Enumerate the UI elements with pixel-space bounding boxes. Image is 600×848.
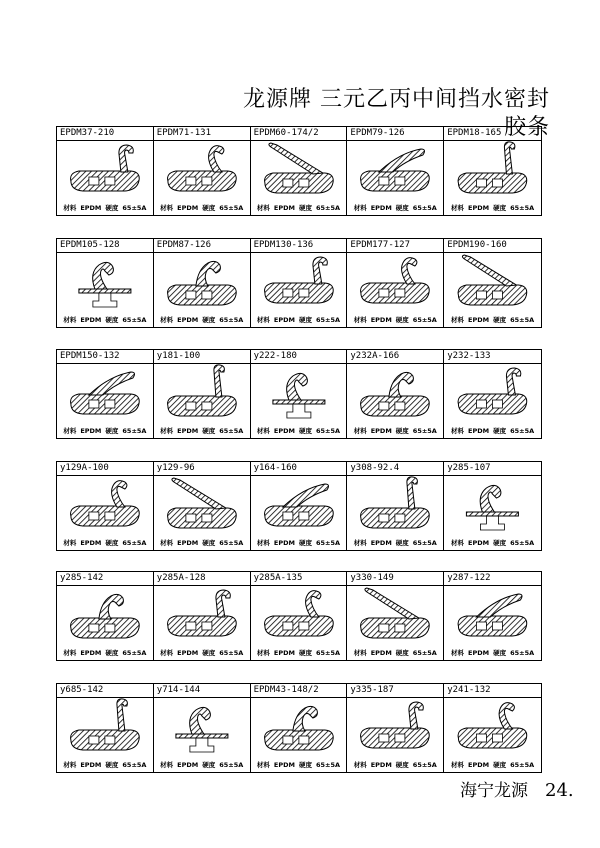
profile-code: EPDM87-126 [154, 239, 250, 253]
profile-code: y241-132 [444, 684, 541, 698]
profile-spec [251, 538, 347, 547]
spec-material-value: EPDM [468, 204, 490, 212]
seal-profile-drawing [57, 586, 153, 642]
profile-code: y164-160 [251, 462, 347, 476]
spec-material-value: EPDM [80, 204, 102, 212]
profile-cell [154, 127, 251, 215]
spec-hardness-label: 硬度 [105, 427, 119, 435]
profile-spec [444, 426, 541, 435]
profile-row-2 [56, 238, 542, 328]
spec-hardness-value: 65±5A [219, 316, 244, 324]
spec-material-label: 材料 [160, 204, 174, 212]
spec-material-label: 材料 [451, 204, 465, 212]
profile-row-1 [56, 126, 542, 216]
spec-hardness-label: 硬度 [493, 761, 507, 769]
profile-code: y222-180 [251, 350, 347, 364]
seal-profile-drawing [444, 141, 541, 197]
profile-cell [347, 239, 444, 327]
spec-material-value: EPDM [177, 427, 199, 435]
spec-hardness-label: 硬度 [105, 204, 119, 212]
spec-material-value: EPDM [80, 649, 102, 657]
seal-profile-drawing [57, 698, 153, 754]
seal-profile-drawing [444, 476, 541, 532]
spec-material-value: EPDM [468, 539, 490, 547]
profile-cell [347, 462, 444, 550]
spec-hardness-value: 65±5A [316, 427, 341, 435]
spec-hardness-label: 硬度 [202, 427, 216, 435]
profile-code: EPDM18-165 [444, 127, 541, 141]
seal-profile-drawing [347, 586, 443, 642]
spec-hardness-label: 硬度 [395, 649, 409, 657]
profile-code: EPDM79-126 [347, 127, 443, 141]
spec-material-value: EPDM [177, 316, 199, 324]
profile-cell [347, 127, 444, 215]
spec-material-value: EPDM [468, 649, 490, 657]
spec-hardness-value: 65±5A [122, 761, 147, 769]
spec-material-value: EPDM [370, 316, 392, 324]
profile-cell [154, 572, 251, 660]
profile-code: EPDM37-210 [57, 127, 153, 141]
spec-material-value: EPDM [273, 649, 295, 657]
spec-hardness-label: 硬度 [202, 649, 216, 657]
profile-spec [57, 203, 153, 212]
profile-cell [251, 350, 348, 438]
spec-hardness-value: 65±5A [316, 204, 341, 212]
spec-hardness-label: 硬度 [493, 316, 507, 324]
spec-material-label: 材料 [451, 539, 465, 547]
profile-spec [154, 760, 250, 769]
profile-spec [347, 648, 443, 657]
spec-material-value: EPDM [370, 649, 392, 657]
spec-hardness-value: 65±5A [412, 427, 437, 435]
profile-row-6 [56, 683, 542, 773]
spec-material-value: EPDM [273, 427, 295, 435]
footer-brand: 海宁龙源 [460, 781, 528, 801]
spec-hardness-label: 硬度 [395, 204, 409, 212]
profile-spec [154, 538, 250, 547]
profile-code: EPDM150-132 [57, 350, 153, 364]
profile-code: y232-133 [444, 350, 541, 364]
spec-hardness-label: 硬度 [299, 316, 312, 324]
profile-spec [57, 426, 153, 435]
profile-cell [57, 350, 154, 438]
spec-material-label: 材料 [63, 761, 77, 769]
spec-material-value: EPDM [370, 761, 392, 769]
profile-spec [251, 760, 347, 769]
spec-material-value: EPDM [177, 539, 199, 547]
spec-material-label: 材料 [353, 539, 367, 547]
profile-spec [347, 760, 443, 769]
profile-cell [154, 462, 251, 550]
spec-material-value: EPDM [468, 427, 490, 435]
spec-material-value: EPDM [370, 427, 392, 435]
spec-hardness-value: 65±5A [219, 761, 244, 769]
spec-hardness-label: 硬度 [395, 427, 409, 435]
profile-cell [57, 239, 154, 327]
profile-cell [57, 462, 154, 550]
seal-profile-drawing [154, 476, 250, 532]
seal-profile-drawing [154, 698, 250, 754]
spec-material-label: 材料 [160, 649, 174, 657]
spec-hardness-label: 硬度 [202, 761, 216, 769]
spec-material-label: 材料 [256, 649, 270, 657]
spec-hardness-value: 65±5A [122, 539, 147, 547]
spec-material-label: 材料 [63, 427, 77, 435]
spec-hardness-value: 65±5A [219, 204, 244, 212]
spec-material-label: 材料 [63, 649, 77, 657]
profile-row-5 [56, 571, 542, 661]
spec-hardness-value: 65±5A [510, 316, 535, 324]
profile-spec [444, 538, 541, 547]
profile-cell [444, 462, 541, 550]
spec-hardness-label: 硬度 [395, 761, 409, 769]
profile-spec [444, 648, 541, 657]
spec-material-value: EPDM [370, 204, 392, 212]
spec-material-label: 材料 [63, 316, 77, 324]
profile-spec [154, 315, 250, 324]
profile-code: EPDM130-136 [251, 239, 347, 253]
profile-cell [347, 572, 444, 660]
profile-cell [347, 684, 444, 772]
profile-cell [251, 462, 348, 550]
profile-cell [57, 572, 154, 660]
profile-cell [57, 684, 154, 772]
profile-spec [347, 426, 443, 435]
spec-material-label: 材料 [256, 427, 270, 435]
profile-cell [251, 684, 348, 772]
spec-hardness-value: 65±5A [412, 539, 437, 547]
spec-hardness-value: 65±5A [316, 761, 341, 769]
profile-code: y685-142 [57, 684, 153, 698]
profile-spec [251, 648, 347, 657]
profile-spec [347, 203, 443, 212]
seal-profile-drawing [347, 698, 443, 754]
seal-profile-drawing [347, 476, 443, 532]
profile-cell [347, 350, 444, 438]
seal-profile-drawing [444, 253, 541, 309]
spec-material-label: 材料 [160, 316, 174, 324]
spec-hardness-value: 65±5A [219, 649, 244, 657]
seal-profile-drawing [154, 253, 250, 309]
profile-code: y129A-100 [57, 462, 153, 476]
spec-material-label: 材料 [256, 204, 270, 212]
profile-code: EPDM190-160 [444, 239, 541, 253]
spec-hardness-label: 硬度 [202, 316, 216, 324]
seal-profile-drawing [251, 586, 347, 642]
spec-material-label: 材料 [353, 316, 367, 324]
spec-material-value: EPDM [177, 649, 199, 657]
profile-cell [444, 350, 541, 438]
spec-hardness-label: 硬度 [202, 539, 216, 547]
page-title: 龙源牌 三元乙丙中间挡水密封胶条 [243, 87, 550, 140]
spec-material-label: 材料 [160, 427, 174, 435]
spec-hardness-value: 65±5A [122, 204, 147, 212]
spec-material-value: EPDM [273, 316, 295, 324]
spec-material-value: EPDM [273, 761, 295, 769]
profile-spec [251, 203, 347, 212]
spec-hardness-value: 65±5A [510, 427, 535, 435]
profile-code: EPDM71-131 [154, 127, 250, 141]
profile-code: y714-144 [154, 684, 250, 698]
profile-cell [251, 572, 348, 660]
profile-cell [154, 350, 251, 438]
spec-material-label: 材料 [353, 427, 367, 435]
spec-material-value: EPDM [370, 539, 392, 547]
seal-profile-drawing [251, 141, 347, 197]
spec-material-label: 材料 [353, 204, 367, 212]
spec-material-value: EPDM [80, 539, 102, 547]
spec-hardness-value: 65±5A [510, 204, 535, 212]
spec-material-label: 材料 [451, 761, 465, 769]
profile-code: y285-142 [57, 572, 153, 586]
profile-spec [57, 648, 153, 657]
spec-material-label: 材料 [63, 204, 77, 212]
spec-material-label: 材料 [353, 649, 367, 657]
spec-material-label: 材料 [353, 761, 367, 769]
spec-hardness-value: 65±5A [219, 539, 244, 547]
spec-hardness-value: 65±5A [316, 316, 341, 324]
spec-material-label: 材料 [451, 427, 465, 435]
profile-cell [444, 127, 541, 215]
spec-material-value: EPDM [273, 539, 295, 547]
spec-material-value: EPDM [177, 204, 199, 212]
profile-spec [154, 426, 250, 435]
spec-hardness-value: 65±5A [412, 204, 437, 212]
profile-code: y285A-128 [154, 572, 250, 586]
profile-spec [57, 315, 153, 324]
spec-hardness-value: 65±5A [219, 427, 244, 435]
spec-hardness-value: 65±5A [412, 316, 437, 324]
profile-code: EPDM60-174/2 [251, 127, 347, 141]
profile-spec [251, 426, 347, 435]
profile-spec [154, 203, 250, 212]
seal-profile-drawing [57, 253, 153, 309]
spec-hardness-label: 硬度 [299, 761, 312, 769]
spec-hardness-value: 65±5A [412, 649, 437, 657]
spec-material-label: 材料 [63, 539, 77, 547]
page-number: 24. [545, 780, 574, 801]
profile-spec [57, 538, 153, 547]
seal-profile-drawing [444, 364, 541, 420]
spec-material-label: 材料 [160, 761, 174, 769]
profile-code: y232A-166 [347, 350, 443, 364]
seal-profile-drawing [251, 476, 347, 532]
profile-code: y335-187 [347, 684, 443, 698]
spec-hardness-value: 65±5A [122, 649, 147, 657]
seal-profile-drawing [444, 698, 541, 754]
spec-material-label: 材料 [256, 539, 270, 547]
spec-hardness-label: 硬度 [395, 316, 409, 324]
spec-hardness-label: 硬度 [299, 204, 312, 212]
spec-material-label: 材料 [451, 649, 465, 657]
spec-hardness-value: 65±5A [510, 539, 535, 547]
profile-code: EPDM177-127 [347, 239, 443, 253]
spec-material-label: 材料 [256, 761, 270, 769]
profile-spec [347, 538, 443, 547]
profile-cell [444, 572, 541, 660]
spec-material-value: EPDM [80, 761, 102, 769]
spec-hardness-label: 硬度 [493, 539, 507, 547]
profile-code: y129-96 [154, 462, 250, 476]
profile-cell [154, 684, 251, 772]
profile-code: y285A-135 [251, 572, 347, 586]
spec-hardness-label: 硬度 [202, 204, 216, 212]
spec-hardness-label: 硬度 [493, 427, 507, 435]
spec-hardness-label: 硬度 [105, 316, 119, 324]
seal-profile-drawing [57, 364, 153, 420]
seal-profile-drawing [154, 586, 250, 642]
spec-material-value: EPDM [80, 316, 102, 324]
spec-material-value: EPDM [80, 427, 102, 435]
seal-profile-drawing [347, 141, 443, 197]
profile-code: y308-92.4 [347, 462, 443, 476]
spec-hardness-value: 65±5A [122, 316, 147, 324]
profile-code: EPDM43-148/2 [251, 684, 347, 698]
spec-hardness-label: 硬度 [493, 649, 507, 657]
profile-code: y285-107 [444, 462, 541, 476]
profile-cell [444, 239, 541, 327]
spec-material-value: EPDM [273, 204, 295, 212]
profile-spec [154, 648, 250, 657]
profile-spec [444, 315, 541, 324]
spec-hardness-value: 65±5A [316, 539, 341, 547]
seal-profile-drawing [154, 364, 250, 420]
spec-hardness-label: 硬度 [105, 539, 119, 547]
spec-material-label: 材料 [256, 316, 270, 324]
spec-material-label: 材料 [451, 316, 465, 324]
seal-profile-drawing [347, 364, 443, 420]
spec-material-value: EPDM [177, 761, 199, 769]
spec-hardness-label: 硬度 [105, 761, 119, 769]
profile-cell [57, 127, 154, 215]
spec-material-value: EPDM [468, 761, 490, 769]
spec-hardness-value: 65±5A [510, 761, 535, 769]
seal-profile-drawing [444, 586, 541, 642]
spec-material-label: 材料 [160, 539, 174, 547]
profile-spec [347, 315, 443, 324]
spec-hardness-label: 硬度 [105, 649, 119, 657]
seal-profile-drawing [154, 141, 250, 197]
profile-code: y330-149 [347, 572, 443, 586]
profile-spec [444, 203, 541, 212]
profile-spec [444, 760, 541, 769]
spec-hardness-label: 硬度 [299, 427, 312, 435]
profile-code: y181-100 [154, 350, 250, 364]
spec-hardness-label: 硬度 [493, 204, 507, 212]
seal-profile-drawing [251, 698, 347, 754]
seal-profile-drawing [57, 141, 153, 197]
profile-cell [251, 127, 348, 215]
spec-hardness-value: 65±5A [316, 649, 341, 657]
seal-profile-drawing [251, 253, 347, 309]
profile-row-4 [56, 461, 542, 551]
profile-spec [57, 760, 153, 769]
profile-code: EPDM105-128 [57, 239, 153, 253]
spec-hardness-label: 硬度 [395, 539, 409, 547]
seal-profile-drawing [57, 476, 153, 532]
profile-cell [444, 684, 541, 772]
profile-spec [251, 315, 347, 324]
seal-profile-drawing [251, 364, 347, 420]
spec-hardness-label: 硬度 [299, 539, 312, 547]
spec-hardness-value: 65±5A [510, 649, 535, 657]
seal-profile-drawing [347, 253, 443, 309]
profile-row-3 [56, 349, 542, 439]
profile-cell [251, 239, 348, 327]
spec-hardness-value: 65±5A [412, 761, 437, 769]
spec-material-value: EPDM [468, 316, 490, 324]
profile-cell [154, 239, 251, 327]
spec-hardness-label: 硬度 [299, 649, 312, 657]
spec-hardness-value: 65±5A [122, 427, 147, 435]
profile-code: y287-122 [444, 572, 541, 586]
